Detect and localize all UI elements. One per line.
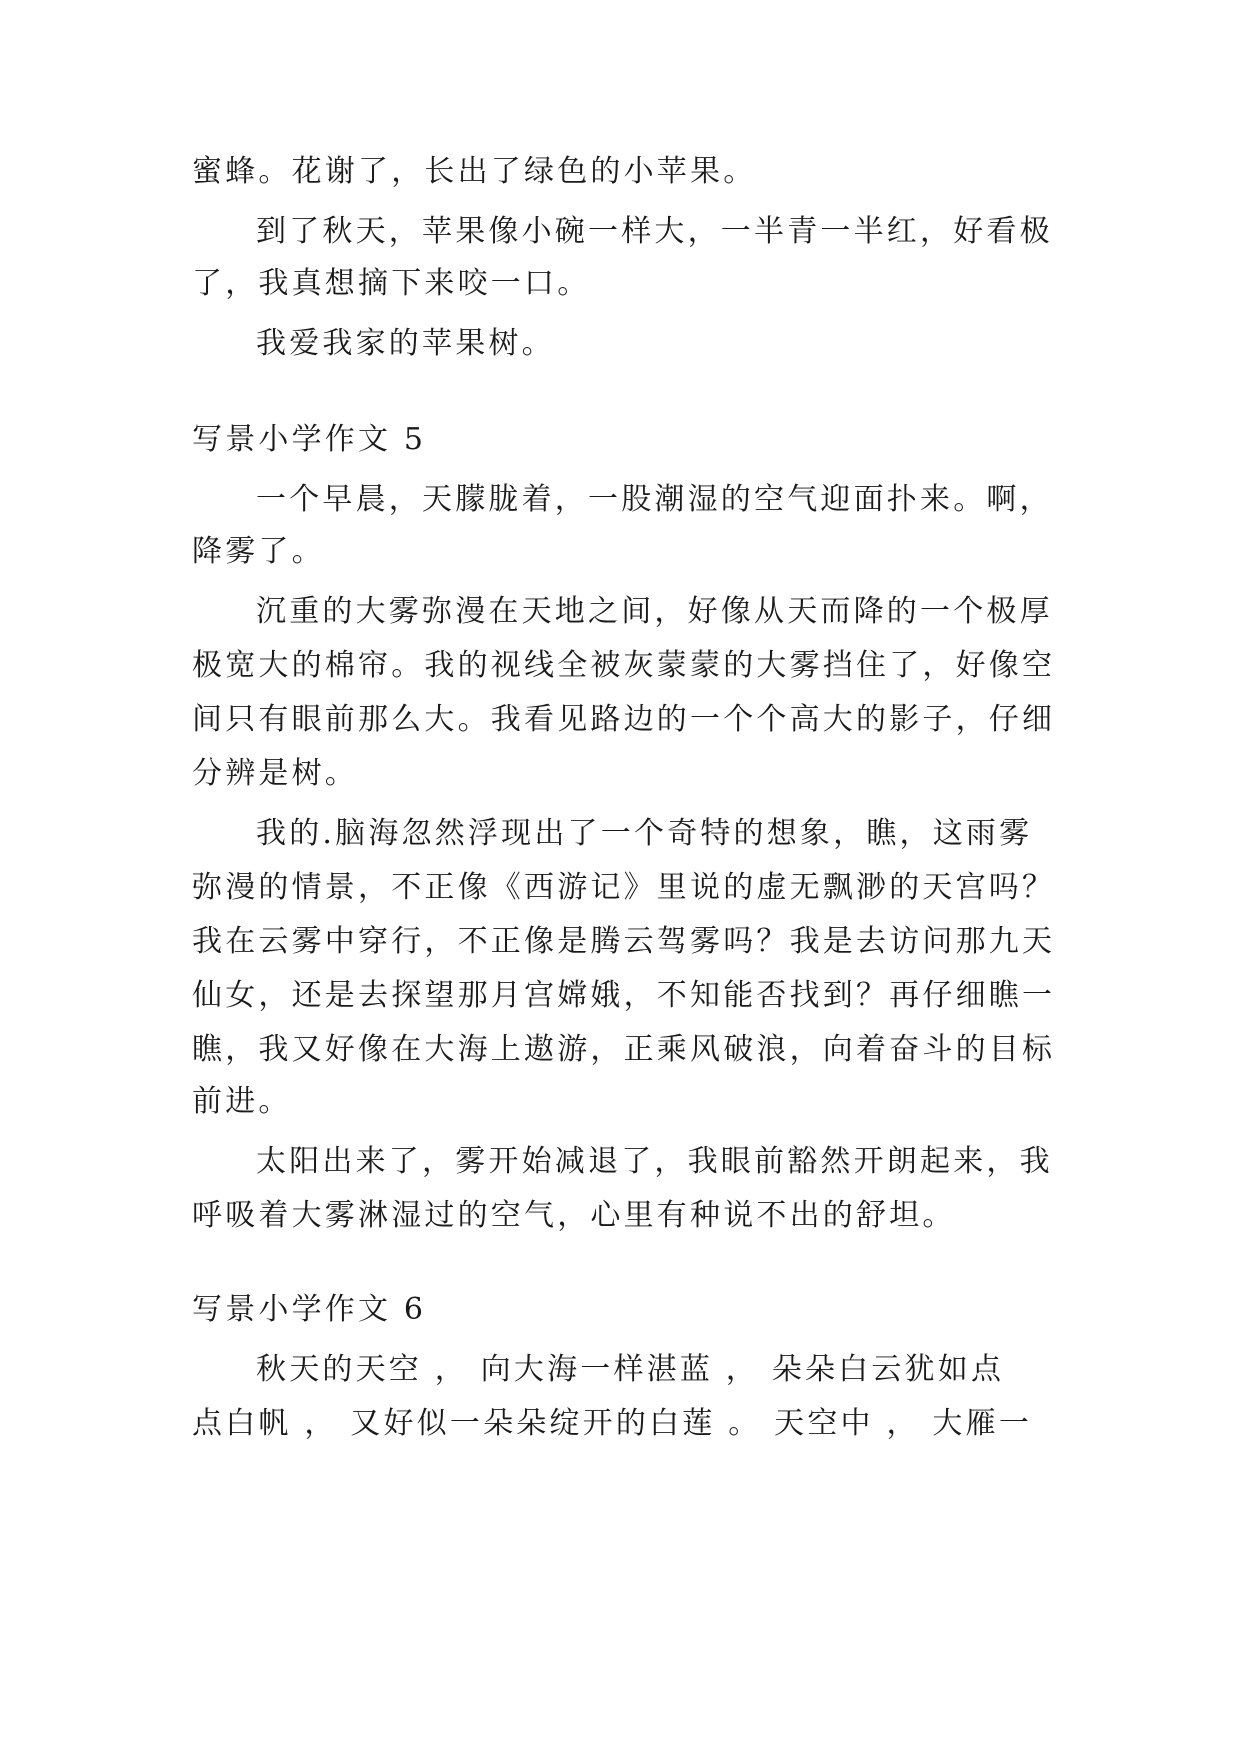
paragraph-line: 我的.脑海忽然浮现出了一个奇特的想象，瞧，这雨雾 xyxy=(256,816,1033,851)
text-line: 呼吸着大雾淋湿过的空气，心里有种说不出的舒坦。 xyxy=(192,1198,956,1233)
text-line: 我在云雾中穿行，不正像是腾云驾雾吗？我是去访问那九天 xyxy=(192,924,1056,959)
paragraph-line: 秋天的天空 ， 向大海一样湛蓝 ， 朵朵白云犹如点 xyxy=(256,1352,1005,1387)
section-heading: 写景小学作文 6 xyxy=(192,1292,427,1327)
text-line: 前进。 xyxy=(192,1084,292,1119)
text-line: 仙女，还是去探望那月宫嫦娥，不知能否找到？再仔细瞧一 xyxy=(192,978,1056,1013)
text-line: 瞧，我又好像在大海上遨游，正乘风破浪，向着奋斗的目标 xyxy=(192,1032,1056,1067)
paragraph-line: 太阳出来了，雾开始减退了，我眼前豁然开朗起来，我 xyxy=(256,1144,1053,1179)
text-line: 分辨是树。 xyxy=(192,756,358,791)
text-line: 弥漫的情景，不正像《西游记》里说的虚无飘渺的天宫吗？ xyxy=(192,870,1056,905)
paragraph-line: 一个早晨，天朦胧着，一股潮湿的空气迎面扑来。啊， xyxy=(256,482,1053,517)
paragraph-line: 到了秋天，苹果像小碗一样大，一半青一半红，好看极 xyxy=(256,214,1053,249)
section-heading: 写景小学作文 5 xyxy=(192,422,427,457)
paragraph-line: 我爱我家的苹果树。 xyxy=(256,326,555,361)
text-line: 降雾了。 xyxy=(192,534,325,569)
text-line: 了，我真想摘下来咬一口。 xyxy=(192,266,591,301)
paragraph-line: 沉重的大雾弥漫在天地之间，好像从天而降的一个极厚 xyxy=(256,594,1053,629)
text-line: 极宽大的棉帘。我的视线全被灰蒙蒙的大雾挡住了，好像空 xyxy=(192,648,1056,683)
text-line: 点白帆 ， 又好似一朵朵绽开的白莲 。 天空中 ， 大雁一 xyxy=(192,1406,1033,1441)
text-line: 蜜蜂。花谢了，长出了绿色的小苹果。 xyxy=(192,154,757,189)
text-line: 间只有眼前那么大。我看见路边的一个个高大的影子，仔细 xyxy=(192,702,1056,737)
